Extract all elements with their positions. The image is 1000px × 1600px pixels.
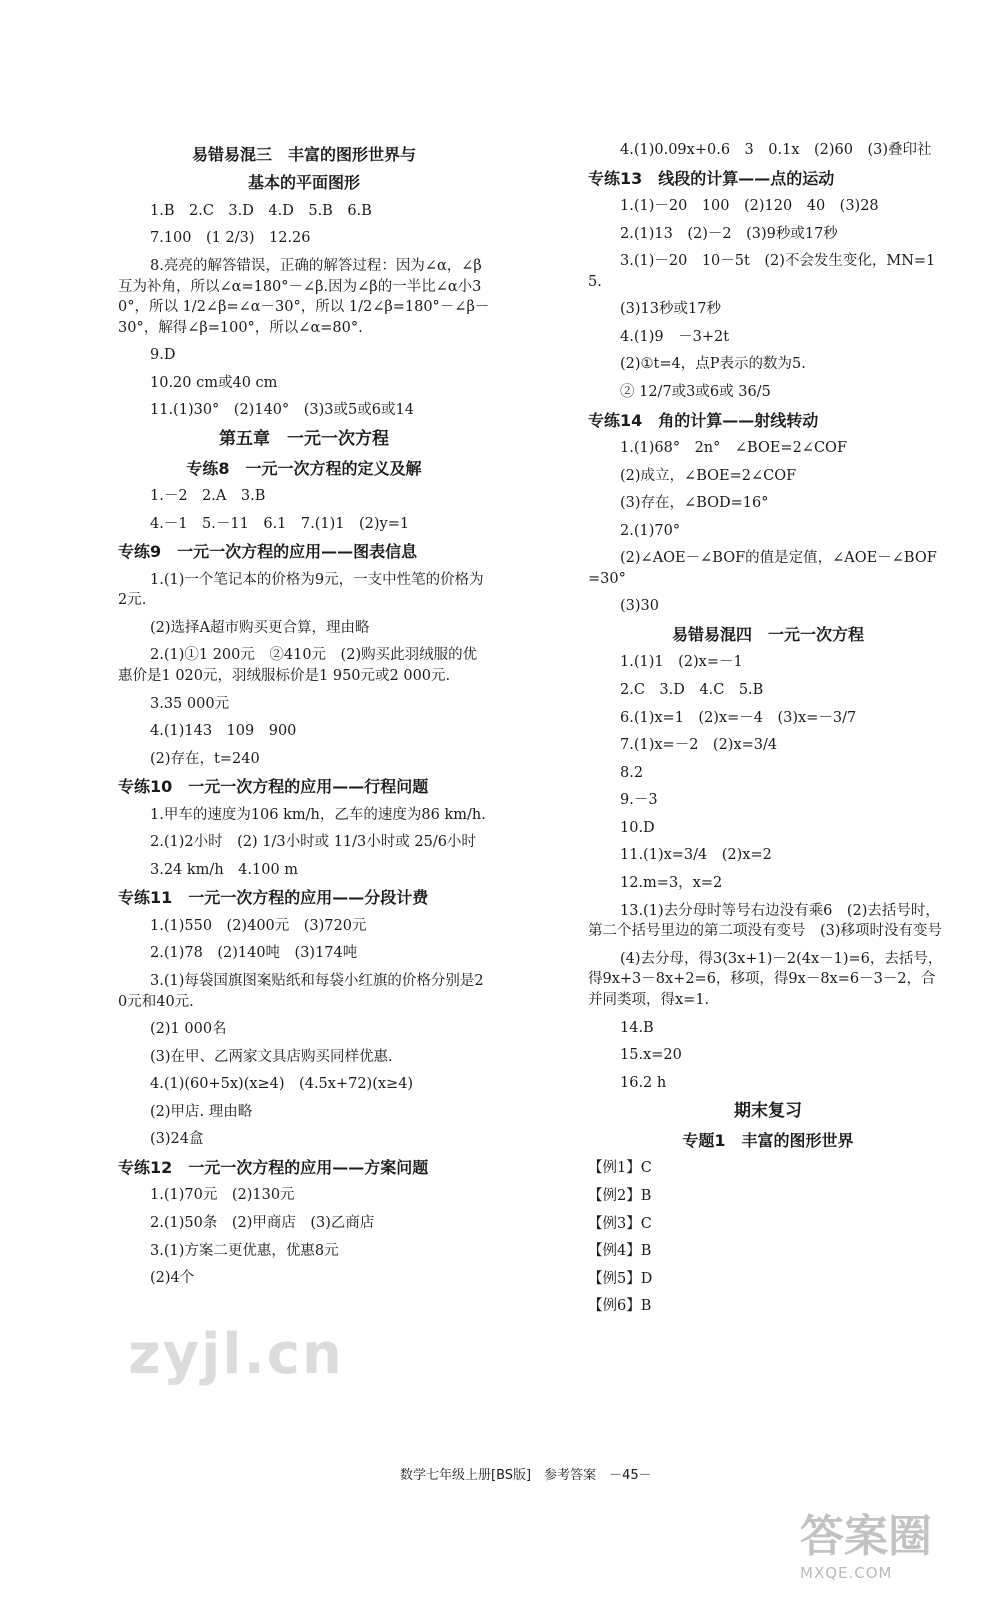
- answer-line: 2.(1)①1 200元 ②410元 (2)购买此羽绒服的优惠价是1 020元，羽绒服标价是1 950元或2 000元.: [118, 647, 478, 685]
- answer-line: (3)存在，∠BOD=16°: [620, 495, 769, 512]
- answer-line: 1.(1)1 (2)x=－1: [620, 654, 743, 671]
- answer-line: 15.x=20: [620, 1047, 682, 1064]
- site-logo: [800, 1500, 990, 1595]
- answer-line: 14.B: [620, 1019, 654, 1036]
- answer-line: 9.－3: [620, 792, 658, 809]
- answer-line: (3)24盒: [150, 1131, 204, 1148]
- section-heading: 第五章 一元一次方程: [219, 428, 389, 449]
- answer-line: 7.(1)x=－2 (2)x=3/4: [620, 737, 778, 754]
- answer-line: 13.(1)去分母时等号右边没有乘6 (2)去括号时，第二个括号里边的第二项没有变号 (3)移项时没有变号: [588, 902, 943, 940]
- answer-line: 8.亮亮的解答错误，正确的解答过程：因为∠α，∠β互为补角，所以∠α=180°－∠β.因为∠β的一半比∠α小30°，所以 1/2∠β=∠α－30°，所以 1/2∠β=180°－∠β－30°，解得∠β=100°，所以∠α=80°.: [118, 257, 490, 336]
- logo-sub: MXQE.COM: [800, 1564, 893, 1582]
- answer-line: 4.(1)0.09x+0.6 3 0.1x (2)60 (3)叠印社: [620, 142, 932, 158]
- section-heading: 易错易混三 丰富的图形世界与: [191, 145, 416, 164]
- answer-line: (3)30: [620, 598, 659, 615]
- answer-line: 1.(1)70元 (2)130元: [150, 1187, 295, 1204]
- answer-line: 2.C 3.D 4.C 5.B: [620, 682, 764, 698]
- section-heading: 期末复习: [734, 1101, 802, 1122]
- answer-line: (4)去分母，得3(3x+1)－2(4x－1)=6，去括号，得9x+3－8x+2=6，移项，得9x－8x=6－3－2，合并同类项，得x=1.: [588, 950, 943, 1008]
- section-heading: 易错易混四 一元一次方程: [671, 625, 864, 645]
- answer-line: 【例2】B: [588, 1188, 652, 1205]
- answer-line: (3)在甲、乙两家文具店购买同样优惠.: [150, 1048, 393, 1065]
- answer-line: (2)甲店. 理由略: [150, 1103, 253, 1120]
- section-heading: 基本的平面图形: [247, 173, 360, 193]
- section-heading: 专练11 一元一次方程的应用——分段计费: [118, 888, 429, 908]
- answer-line: 【例5】D: [588, 1270, 653, 1287]
- answer-line: 10.D: [620, 819, 655, 836]
- answer-line: (2)4个: [150, 1270, 195, 1287]
- answer-line: (2)1 000名: [150, 1021, 227, 1038]
- section-heading: 专练12 一元一次方程的应用——方案问题: [118, 1158, 429, 1178]
- answer-line: 3.(1)方案二更优惠，优惠8元: [150, 1242, 339, 1259]
- answer-line: 1.甲车的速度为106 km/h，乙车的速度为86 km/h.: [150, 806, 486, 823]
- right-column: [588, 140, 948, 1324]
- answer-line: 3.(1)－20 10－5t (2)不会发生变化，MN=15.: [588, 253, 936, 290]
- answer-line: ② 12/7或3或6或 36/5: [620, 384, 771, 401]
- answer-line: 4.－1 5.－11 6.1 7.(1)1 (2)y=1: [150, 515, 410, 532]
- answer-line: (2)成立，∠BOE=2∠COF: [620, 467, 797, 484]
- answer-line: (2)选择A超市购买更合算，理由略: [150, 619, 370, 636]
- answer-line: (2)∠AOE－∠BOF的值是定值，∠AOE－∠BOF=30°: [588, 550, 937, 587]
- answer-line: 4.(1)(60+5x)(x≥4) (4.5x+72)(x≥4): [150, 1076, 414, 1093]
- answer-line: 2.(1)13 (2)－2 (3)9秒或17秒: [620, 225, 838, 242]
- answer-line: 10.20 cm或40 cm: [150, 374, 278, 391]
- answer-line: 2.(1)78 (2)140吨 (3)174吨: [150, 945, 358, 962]
- answer-line: 【例3】C: [588, 1215, 652, 1232]
- answer-line: 2.(1)70°: [620, 522, 681, 539]
- answer-line: 4.(1)143 109 900: [150, 723, 297, 740]
- answer-line: 1.(1)68° 2n° ∠BOE=2∠COF: [620, 439, 848, 456]
- answer-line: 3.35 000元: [150, 695, 230, 712]
- answer-line: 1.(1)－20 100 (2)120 40 (3)28: [620, 197, 879, 214]
- answer-line: 12.m=3，x=2: [620, 875, 723, 892]
- answer-line: 11.(1)x=3/4 (2)x=2: [620, 847, 772, 864]
- answer-line: 1.B 2.C 3.D 4.D 5.B 6.B: [150, 202, 372, 219]
- answer-line: 8.2: [620, 764, 644, 781]
- watermark: zyjl.cn: [128, 1322, 344, 1387]
- answer-line: 11.(1)30° (2)140° (3)3或5或6或14: [150, 402, 414, 419]
- section-heading: 专题1 丰富的图形世界: [682, 1131, 854, 1151]
- answer-line: 9.D: [150, 347, 176, 364]
- section-heading: 专练9 一元一次方程的应用——图表信息: [118, 542, 418, 562]
- answer-line: 【例6】B: [588, 1298, 652, 1315]
- answer-line: 7.100 (1 2/3) 12.26: [150, 230, 311, 247]
- answer-line: 4.(1)9 －3+2t: [620, 328, 730, 345]
- answer-line: (2)①t=4，点P表示的数为5.: [620, 356, 806, 373]
- answer-line: 6.(1)x=1 (2)x=－4 (3)x=－3/7: [620, 709, 857, 726]
- answer-line: 16.2 h: [620, 1074, 667, 1091]
- answer-line: 3.24 km/h 4.100 m: [150, 861, 299, 878]
- answer-line: 【例4】B: [588, 1243, 652, 1260]
- section-heading: 专练14 角的计算——射线转动: [588, 410, 819, 430]
- answer-line: 1.(1)550 (2)400元 (3)720元: [150, 917, 367, 934]
- logo-main: 答案圈: [800, 1511, 932, 1562]
- section-heading: 专练8 一元一次方程的定义及解: [186, 458, 422, 478]
- left-column: [118, 140, 490, 1296]
- answer-line: (3)13秒或17秒: [620, 301, 721, 318]
- answer-line: 3.(1)每袋国旗图案贴纸和每袋小红旗的价格分别是20元和40元.: [118, 973, 484, 1010]
- answer-line: 2.(1)50条 (2)甲商店 (3)乙商店: [150, 1215, 375, 1232]
- answer-line: 1.－2 2.A 3.B: [150, 488, 266, 505]
- answer-line: 1.(1)一个笔记本的价格为9元，一支中性笔的价格为2元.: [118, 571, 484, 609]
- answer-line: (2)存在，t=240: [150, 750, 260, 767]
- page-footer: 数学七年级上册[BS版] 参考答案 －45－: [400, 1468, 652, 1483]
- section-heading: 专练10 一元一次方程的应用——行程问题: [118, 777, 429, 797]
- answer-line: 2.(1)2小时 (2) 1/3小时或 11/3小时或 25/6小时: [150, 834, 476, 851]
- answer-line: 【例1】C: [588, 1160, 652, 1177]
- section-heading: 专练13 线段的计算——点的运动: [588, 168, 835, 188]
